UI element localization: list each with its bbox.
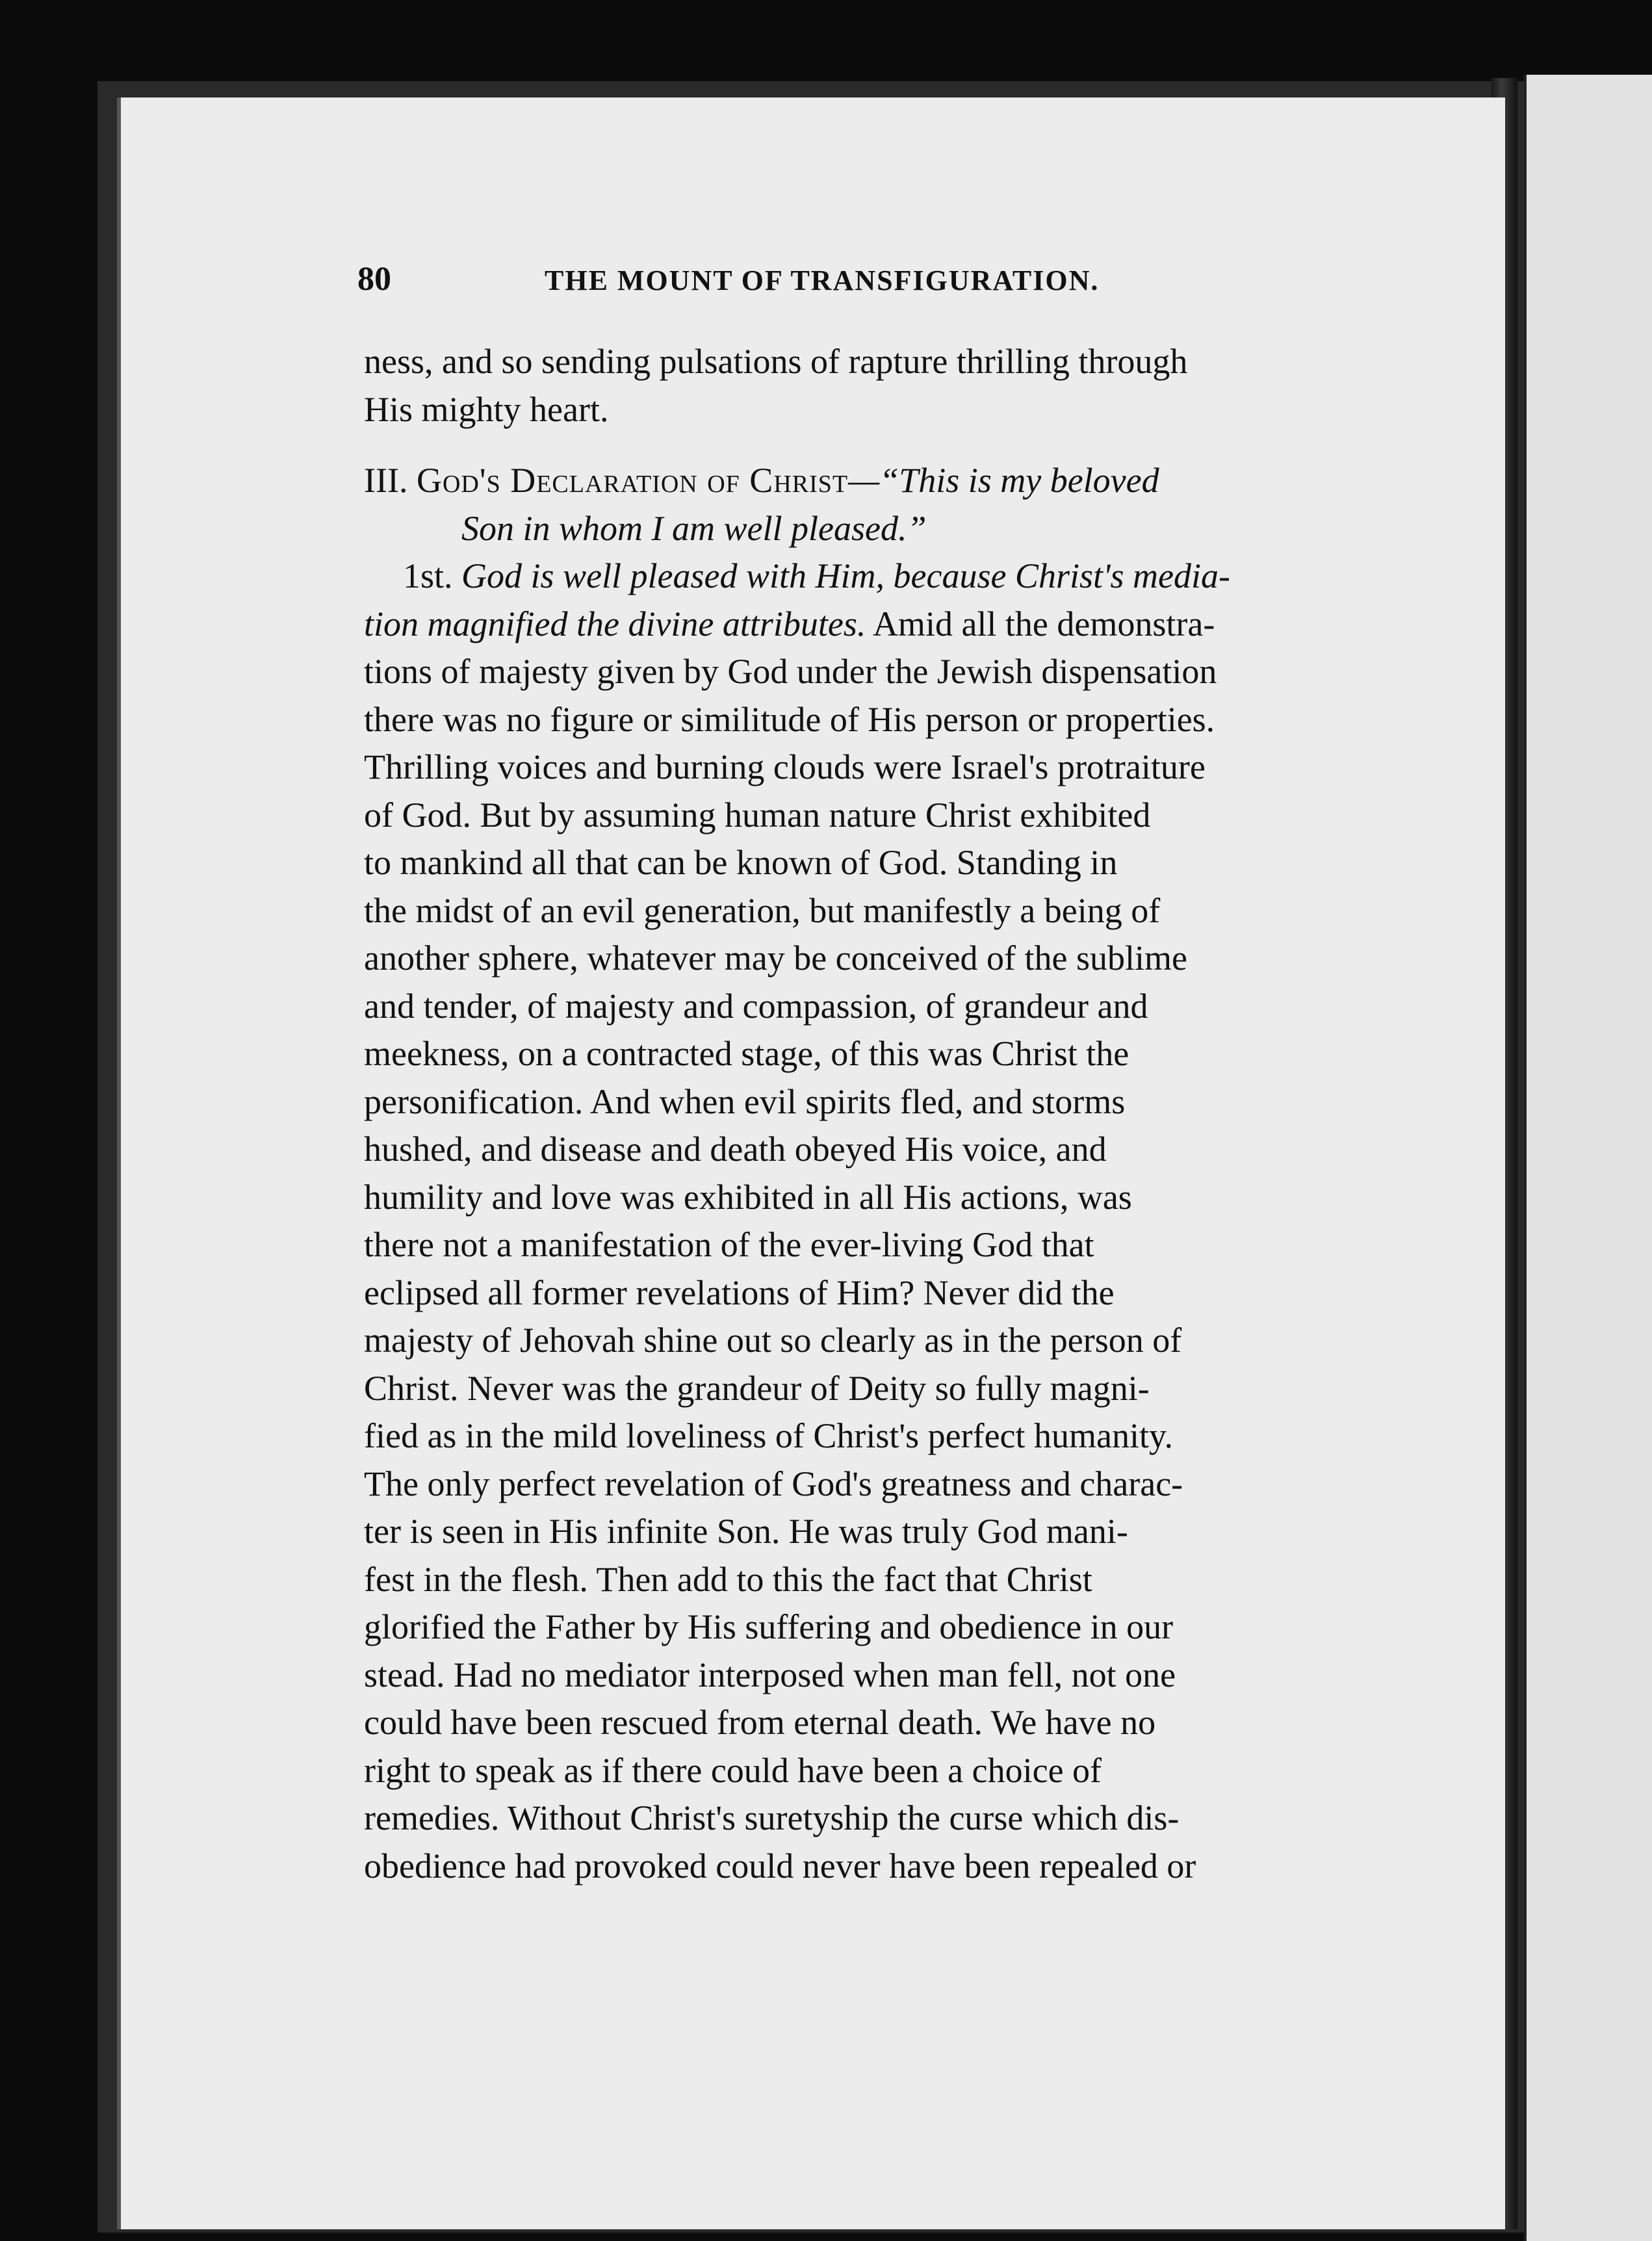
running-head: THE MOUNT OF TRANSFIGURATION. [545, 265, 1100, 296]
text-line: humility and love was exhibited in all His actions, was [364, 1177, 1132, 1217]
paragraph-second-line [364, 601, 1339, 649]
text-line: fied as in the mild loveliness of Christ's perfect humanity. [364, 1416, 1173, 1455]
text-line: His mighty heart. [364, 389, 609, 429]
text-line: another sphere, whatever may be conceived of the sublime [364, 939, 1187, 978]
text-line: to mankind all that can be known of God. Standing in [364, 843, 1118, 882]
text-line: remedies. Without Christ's suretyship the curse which dis- [364, 1798, 1180, 1837]
page-header [357, 260, 1267, 312]
text-line: tions of majesty given by God under the Jewish dispensation [364, 652, 1217, 691]
text-line: obedience had provoked could never have been repealed or [364, 1846, 1196, 1885]
text-line: ter is seen in His infinite Son. He was truly God mani- [364, 1512, 1128, 1551]
section-numeral: III. [364, 461, 408, 500]
text-line: could have been rescued from eternal death. We have no [364, 1703, 1156, 1742]
text-line: The only perfect revelation of God's greatness and charac- [364, 1464, 1183, 1503]
paragraph-label: 1st. [403, 556, 453, 595]
text-line: right to speak as if there could have been a choice of [364, 1750, 1102, 1790]
text-line: ness, and so sending pulsations of rapture thrilling through [364, 342, 1188, 381]
text-line: hushed, and disease and death obeyed His voice, and [364, 1130, 1107, 1169]
section-heading [364, 457, 1339, 505]
text-line: there was no figure or similitude of His person or properties. [364, 699, 1215, 739]
text-line: fest in the flesh. Then add to this the fact that Christ [364, 1559, 1092, 1599]
text-line: majesty of Jehovah shine out so clearly as in the person of [364, 1321, 1182, 1360]
section-quote: —“This is my beloved [848, 461, 1159, 500]
text-line: there not a manifestation of the ever-living God that [364, 1225, 1094, 1264]
text-line: and tender, of majesty and compassion, of grandeur and [364, 986, 1148, 1026]
text-line: personification. And when evil spirits fled, and storms [364, 1082, 1126, 1121]
paragraph-first-line [364, 552, 1339, 601]
spacer [364, 434, 1339, 457]
text-line: stead. Had no mediator interposed when man fell, not one [364, 1655, 1176, 1694]
paragraph-text: Amid all the demonstra- [872, 604, 1215, 643]
text-line: meekness, on a contracted stage, of this was Christ the [364, 1034, 1129, 1073]
text-line: eclipsed all former revelations of Him? Never did the [364, 1273, 1115, 1312]
text-line: the midst of an evil generation, but manifestly a being of [364, 890, 1161, 930]
paragraph-lines [364, 648, 1339, 1890]
section-quote-continued: Son in whom I am well pleased.” [461, 508, 927, 548]
paragraph-thesis: God is well pleased with Him, because Christ's media- [461, 556, 1230, 595]
facing-page-edge [1524, 75, 1652, 2241]
page-number: 80 [357, 261, 391, 298]
body-text [364, 338, 1339, 1890]
section-title: God's Declaration of Christ [416, 461, 849, 500]
paragraph-thesis-end: tion magnified the divine attributes. [364, 604, 866, 643]
text-line: Christ. Never was the grandeur of Deity so fully magni- [364, 1368, 1150, 1408]
text-line: of God. But by assuming human nature Christ exhibited [364, 795, 1151, 835]
text-line: glorified the Father by His suffering and obedience in our [364, 1607, 1174, 1646]
text-line: Thrilling voices and burning clouds were Israel's protraiture [364, 747, 1206, 786]
